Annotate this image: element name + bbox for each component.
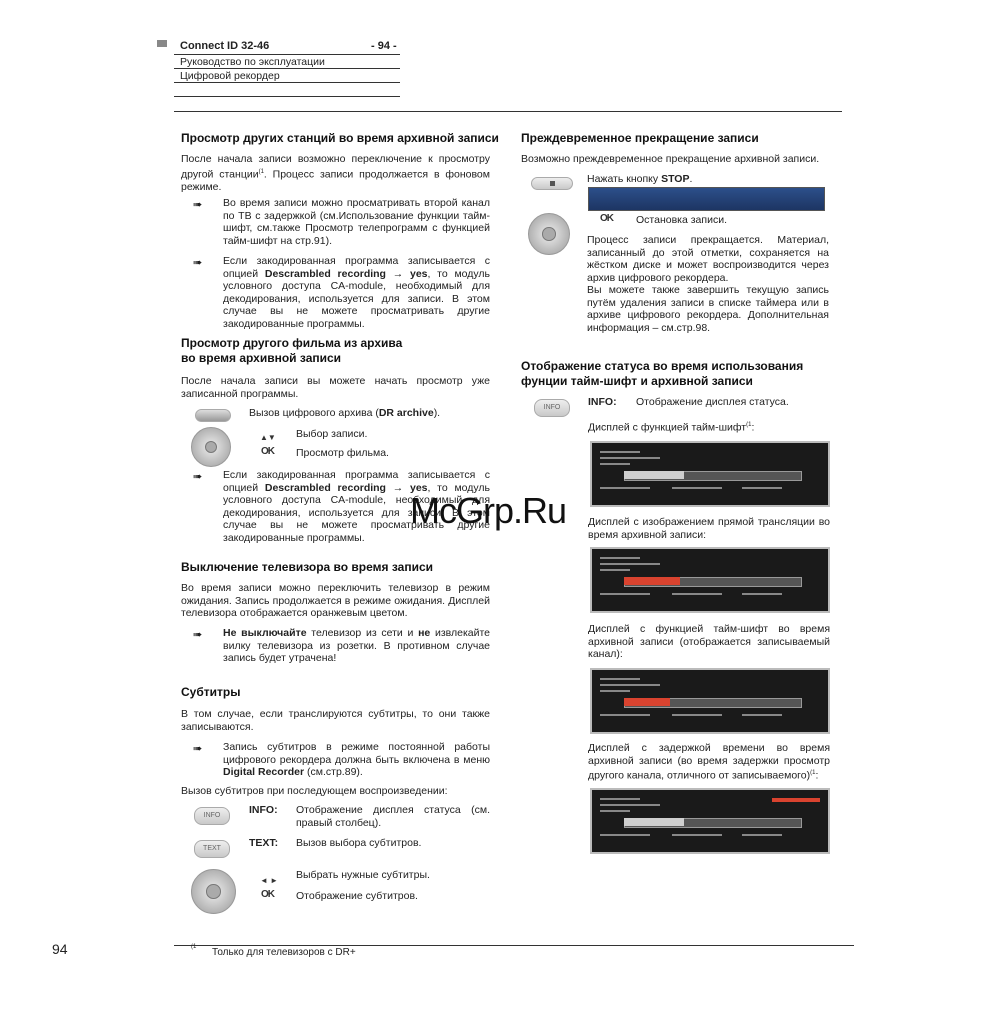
header-section: Цифровой рекордер xyxy=(180,70,280,82)
section-title-status-display: Отображение статуса во время использования фунции тайм-шифт и архивной записи xyxy=(521,359,804,388)
info-key-label: INFO: xyxy=(249,804,278,816)
info-description: Отображение дисплея статуса. xyxy=(636,396,789,408)
bullet-text: Запись субтитров в режиме постоянной работы цифрового рекордера должна быть включена в меню Digital Recorder (см.стр.89). xyxy=(223,741,490,778)
section-title-stop-recording: Преждевременное прекращение записи xyxy=(521,131,759,145)
text-description: Вызов выбора субтитров. xyxy=(296,837,422,849)
paragraph: В том случае, если транслируются субтитры, то они также записываются. xyxy=(181,708,490,733)
section-title-tv-off: Выключение телевизора во время записи xyxy=(181,560,434,574)
ok-icon: OK xyxy=(600,213,613,224)
archive-button-icon xyxy=(195,409,231,422)
status-screen-timeshift xyxy=(590,441,830,507)
ok-icon: OK xyxy=(261,889,274,900)
call-archive-text: Вызов цифрового архива (DR archive). xyxy=(249,407,441,419)
ok-icon: OK xyxy=(261,446,274,457)
paragraph: Процесс записи прекращается. Материал, записанный до этой отметки, сохраняется на жёстком диске и может воспроизводится через архив цифрового рекордера. xyxy=(587,234,829,284)
caption-timeshift: Дисплей с функцией тайм-шифт$^{(1}$: xyxy=(588,421,755,434)
footnote-marker: (1 xyxy=(191,944,197,950)
bullet-arrow-icon: ➠ xyxy=(193,629,203,641)
bullet-text: Не выключайте телевизор из сети и не извлекайте вилку телевизора из розетки. В противном случае запись будет утрачена! xyxy=(223,627,491,664)
header-manual: Руководство по эксплуатации xyxy=(180,56,325,68)
left-right-icon: ◄ ► xyxy=(260,876,279,885)
navigation-dial-icon xyxy=(191,427,231,467)
info-description: Отображение дисплея статуса (см. правый столбец). xyxy=(296,804,490,829)
view-film-text: Просмотр фильма. xyxy=(296,447,389,459)
select-recording-text: Выбор записи. xyxy=(296,428,368,440)
paragraph: После начала записи вы можете начать просмотр уже записанной программы. xyxy=(181,375,490,400)
paragraph: Во время записи можно переключить телевизор в режим ожидания. Запись продолжается в режиме ожидания. Дисплей телевизора отображается оранжевым цветом. xyxy=(181,582,490,619)
page-number: 94 xyxy=(52,941,68,957)
stop-recording-text: Остановка записи. xyxy=(636,214,727,226)
press-stop-text: Нажать кнопку STOP. xyxy=(587,173,693,185)
bullet-arrow-icon: ➠ xyxy=(193,743,203,755)
navigation-dial-icon xyxy=(528,213,570,255)
paragraph: Вызов субтитров при последующем воспроизведении: xyxy=(181,785,448,797)
header-model: Connect ID 32-46 xyxy=(180,40,270,52)
caption-live: Дисплей с изображением прямой трансляции во время архивной записи: xyxy=(588,516,830,541)
bullet-arrow-icon: ➠ xyxy=(193,471,203,483)
show-subtitles-text: Отображение субтитров. xyxy=(296,890,418,902)
info-button-icon: INFO xyxy=(194,807,230,825)
paragraph: Возможно преждевременное прекращение архивной записи. xyxy=(521,153,820,165)
section-title-subtitles: Субтитры xyxy=(181,685,241,699)
up-down-icon: ▲▼ xyxy=(260,433,276,442)
stop-status-bar xyxy=(588,187,825,211)
paragraph: После начала записи возможно переключение к просмотру другой станции$^{(1}$. Процесс записи продолжается в фоновом режиме. xyxy=(181,153,490,193)
select-subtitles-text: Выбрать нужные субтитры. xyxy=(296,869,430,881)
bullet-text: Если закодированная программа записывается с опцией Descrambled recording → yes, то модуль условного доступа CA-module, необходимый для декодирования, используется для записи. В этом случае вы не можете просматривать другие закодированные программы. xyxy=(223,255,491,330)
status-screen-live xyxy=(590,547,830,613)
header-page-ref: - 94 - xyxy=(371,40,397,52)
info-key-label: INFO: xyxy=(588,396,617,408)
header-marker xyxy=(157,40,167,47)
navigation-dial-icon xyxy=(191,869,236,914)
caption-delayed: Дисплей с задержкой времени во время архивной записи (во время задержки просмотр другого канала, отличного от записываемого)$^{(1}$: xyxy=(588,742,830,782)
text-button-icon: TEXT xyxy=(194,840,230,858)
status-screen-timeshift-recording xyxy=(590,668,830,734)
stop-button-icon xyxy=(531,177,573,190)
bullet-text: Во время записи можно просматривать второй канал по ТВ с задержкой (см.Использование функции тайм-шифт, см.также Просмотр телепрограмм с функцией тайм-шифт на стр.91). xyxy=(223,197,490,247)
bullet-arrow-icon: ➠ xyxy=(193,199,203,211)
caption-timeshift-recording: Дисплей с функцией тайм-шифт во время архивной записи (отображается записываемый канал): xyxy=(588,623,830,660)
footnote-text: Только для телевизоров с DR+ xyxy=(212,947,356,958)
paragraph: Вы можете также завершить текущую запись путём удаления записи в списке таймера или в архиве цифрового рекордера. Дополнительная информация – см.стр.98. xyxy=(587,284,829,334)
info-button-icon: INFO xyxy=(534,399,570,417)
bullet-text: Если закодированная программа записывается с опцией Descrambled recording → yes, то модуль условного доступа CA-module, необходимый для декодирования, используется для записи. В этом случае вы не можете просматривать другие закодированные программы. xyxy=(223,469,491,544)
section-title-archive-view: Просмотр другого фильма из архива во время архивной записи xyxy=(181,336,403,365)
status-screen-delayed xyxy=(590,788,830,854)
bullet-arrow-icon: ➠ xyxy=(193,257,203,269)
text-key-label: TEXT: xyxy=(249,837,279,849)
section-title-other-stations: Просмотр других станций во время архивной записи xyxy=(181,131,499,145)
watermark: McGrp.Ru xyxy=(410,490,567,531)
